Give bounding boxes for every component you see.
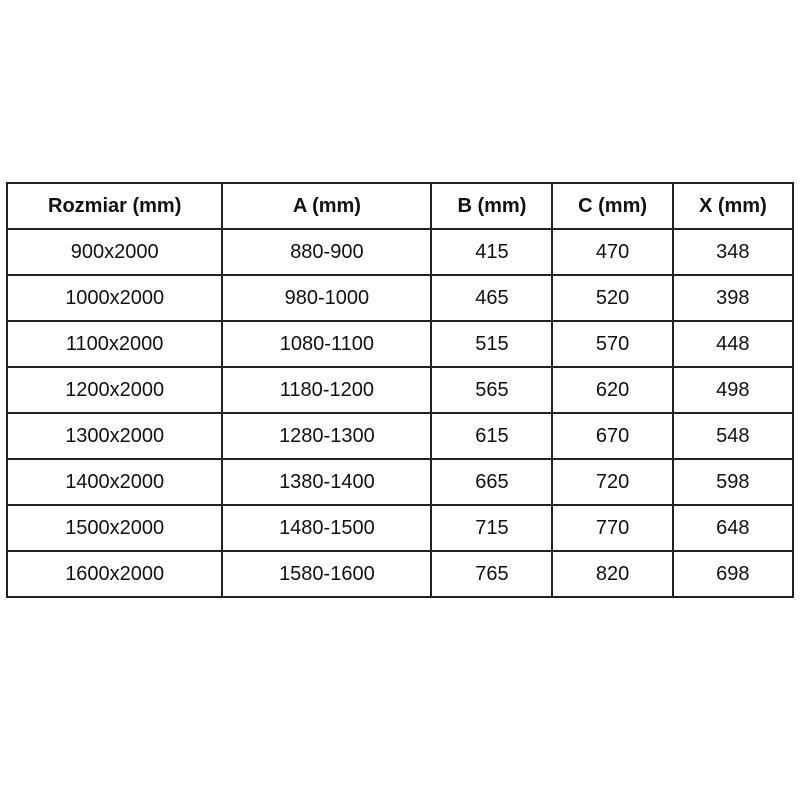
- table-row: [7, 321, 793, 367]
- table-header: [7, 183, 793, 229]
- table-cell: 1380-1400: [222, 459, 431, 505]
- table-row: [7, 551, 793, 597]
- table-row: [7, 459, 793, 505]
- table-cell: 1180-1200: [222, 367, 431, 413]
- table-cell: 670: [552, 413, 672, 459]
- table-cell: 570: [552, 321, 672, 367]
- table-cell: 1500x2000: [7, 505, 222, 551]
- dimensions-table: [6, 182, 794, 598]
- table-cell: 498: [673, 367, 793, 413]
- column-header: X (mm): [673, 183, 793, 229]
- column-header: Rozmiar (mm): [7, 183, 222, 229]
- column-header: A (mm): [222, 183, 431, 229]
- table-cell: 1080-1100: [222, 321, 431, 367]
- header-row: [7, 183, 793, 229]
- table-cell: 1200x2000: [7, 367, 222, 413]
- table-cell: 448: [673, 321, 793, 367]
- table-cell: 1600x2000: [7, 551, 222, 597]
- table-cell: 880-900: [222, 229, 431, 275]
- table-cell: 1580-1600: [222, 551, 431, 597]
- column-header: B (mm): [431, 183, 552, 229]
- table-cell: 980-1000: [222, 275, 431, 321]
- table-row: [7, 505, 793, 551]
- table-cell: 715: [431, 505, 552, 551]
- table-body: [7, 229, 793, 597]
- table-cell: 1300x2000: [7, 413, 222, 459]
- table-cell: 1400x2000: [7, 459, 222, 505]
- table-cell: 415: [431, 229, 552, 275]
- table-cell: 1480-1500: [222, 505, 431, 551]
- table-cell: 900x2000: [7, 229, 222, 275]
- table-cell: 720: [552, 459, 672, 505]
- table-cell: 515: [431, 321, 552, 367]
- table-cell: 698: [673, 551, 793, 597]
- table-row: [7, 413, 793, 459]
- table-row: [7, 367, 793, 413]
- table-cell: 665: [431, 459, 552, 505]
- table-cell: 470: [552, 229, 672, 275]
- table-cell: 648: [673, 505, 793, 551]
- table-row: [7, 275, 793, 321]
- table-cell: 520: [552, 275, 672, 321]
- table-cell: 1000x2000: [7, 275, 222, 321]
- table-cell: 615: [431, 413, 552, 459]
- table-cell: 770: [552, 505, 672, 551]
- column-header: C (mm): [552, 183, 672, 229]
- table-cell: 1280-1300: [222, 413, 431, 459]
- table-cell: 1100x2000: [7, 321, 222, 367]
- table-cell: 548: [673, 413, 793, 459]
- table-cell: 465: [431, 275, 552, 321]
- table-cell: 598: [673, 459, 793, 505]
- table-cell: 820: [552, 551, 672, 597]
- table-row: [7, 229, 793, 275]
- table-cell: 348: [673, 229, 793, 275]
- table-cell: 398: [673, 275, 793, 321]
- table-cell: 765: [431, 551, 552, 597]
- table-cell: 565: [431, 367, 552, 413]
- table-cell: 620: [552, 367, 672, 413]
